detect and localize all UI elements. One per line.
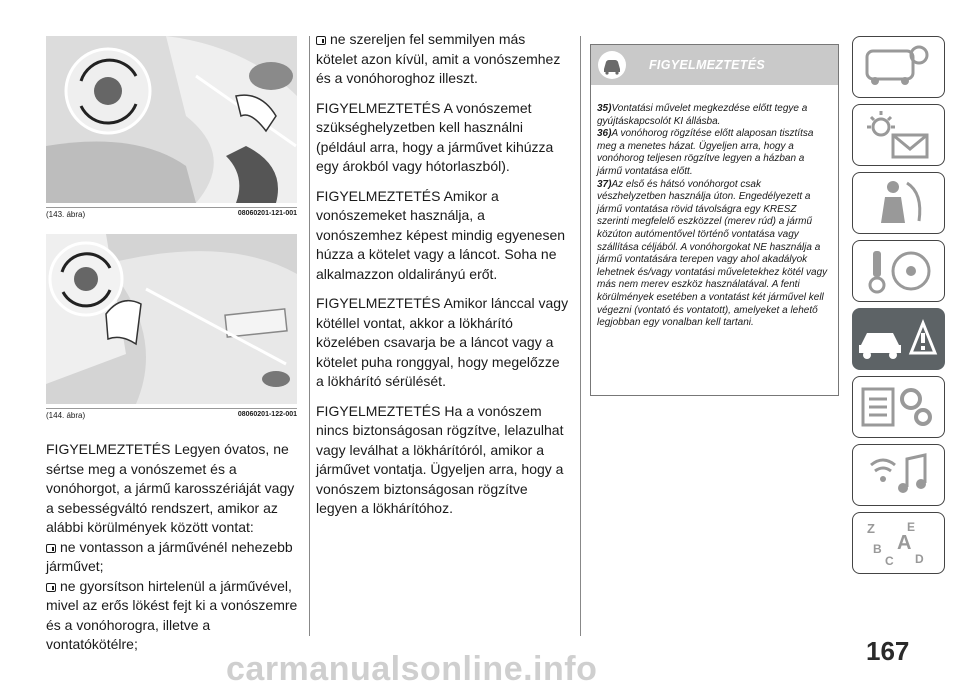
list-item-text: ne gyorsítson hirtelenül a járművével, mivel az erős lökést fejt ki a vonószemre és a vonóhorogra, illetve a vontatókötélre; <box>46 577 298 652</box>
warning-paragraph: FIGYELMEZTETÉS Amikor lánccal vagy kötéllel vontat, akkor a lökhárító közelében csavarja be a láncot vagy a kötelet puha ronggyal, hogy megelőzze a lökhárító sérülését. <box>316 295 569 389</box>
breakdown-car-icon <box>853 309 943 367</box>
figure-144-image <box>46 234 297 404</box>
figure-number: (144. ábra) <box>46 411 86 420</box>
bullet-icon <box>316 36 326 45</box>
tab-starting-driving[interactable] <box>852 240 945 302</box>
list-item-text: ne szereljen fel semmilyen más kötelet azon kívül, amit a vonószemhez és a vonóhoroghoz illeszt. <box>316 31 561 86</box>
warning-item-number: 35) <box>597 103 612 114</box>
tab-multimedia[interactable] <box>852 444 945 506</box>
tab-index[interactable] <box>852 512 945 574</box>
list-item <box>316 30 570 89</box>
safety-airbag-icon <box>853 173 943 231</box>
list-item <box>46 538 300 577</box>
car-warning-icon <box>597 50 627 80</box>
car-dashboard-icon <box>853 37 943 95</box>
warning-paragraph: FIGYELMEZTETÉS Legyen óvatos, ne sértse meg a vonószemet és a vonóhorgot, a jármű karosszériáját vagy a sebességváltó rendszert, amikor az alábbi körülmények között vontat: <box>46 441 295 535</box>
svg-text:E: E <box>907 520 916 534</box>
figure-code: 08060201-122-001 <box>237 411 297 418</box>
warning-paragraph: FIGYELMEZTETÉS A vonószemet szükséghelyzetben kell használni (például arra, hogy a járművet kihúzza egy árokból vagy hótorlaszból). <box>316 99 554 174</box>
bullet-icon <box>46 583 56 592</box>
warning-item-text: A vonóhorog rögzítése előtt alaposan tisztítsa meg a menetes házat. Ügyeljen arra, hogy a vonóhorog teljesen rögzítve legyen a házban a jármű vontatása előtt. <box>597 128 814 177</box>
page-number: 167 <box>866 636 910 666</box>
tab-maintenance[interactable] <box>852 376 945 438</box>
bullet-icon <box>46 544 56 553</box>
figure-code: 08060201-121-001 <box>237 210 297 217</box>
rear-bumper-tow-hook-illustration <box>46 234 297 404</box>
warning-lights-icon <box>853 105 943 163</box>
index-letters-icon <box>853 513 943 571</box>
warning-item-text: Vontatási művelet megkezdése előtt tegye a gyújtáskapcsolót KI állásba. <box>597 103 808 127</box>
column-2-text <box>316 30 570 529</box>
warning-item <box>597 179 828 330</box>
figure-number: (143. ábra) <box>46 210 86 219</box>
warning-box <box>590 44 839 396</box>
warning-item-number: 37) <box>597 178 612 190</box>
warning-title: FIGYELMEZTETÉS <box>649 58 766 72</box>
column-1-text <box>46 440 300 655</box>
figure-143-image <box>46 36 297 203</box>
column-divider <box>580 36 581 636</box>
svg-text:A: A <box>897 532 912 554</box>
watermark: carmanualsonline.info <box>226 650 598 688</box>
tab-warning-lights[interactable] <box>852 104 945 166</box>
svg-text:B: B <box>873 542 882 556</box>
warning-header <box>591 45 838 85</box>
list-item-text: ne vontasson a járművénél nehezebb járművet; <box>46 538 293 574</box>
tab-emergency[interactable] <box>852 308 945 370</box>
warning-paragraph: FIGYELMEZTETÉS Ha a vonószem nincs biztonságosan rögzítve, lelazulhat vagy leválhat a lökhárítóról, amikor a járművet vontatja. Ügyeljen arra, hogy a vonószem biztonságosan rögzítve legyen a lökhárítóhoz. <box>316 402 564 516</box>
multimedia-icon <box>853 445 943 503</box>
warning-item-text: Az első és hátsó vonóhorgot csak vészhelyzetben használja úton. Engedélyezett a jármű vontatása rövid távolságra egy KRESZ szerinti megfelelő eszközzel (merev rúd) a jármű közúton autómentővel történő vontatása vagy szállítása céljából. A vonóhorgokat NE használja a jármű vontatására terepen vagy ahol akadályok lehetnek és/vagy vontatási műveletekhez kötél vagy más nem merev eszköz használatával. A fenti körülmények esetében a vontatást két járművel kell végezni (vontató és vontatott), amelyeket a lehető legjobban egy vonalban kell tartani. <box>597 178 828 329</box>
warning-item <box>597 103 828 128</box>
warning-body <box>591 85 838 330</box>
figure-143-caption <box>46 207 297 219</box>
list-item <box>46 577 300 655</box>
svg-text:D: D <box>915 552 924 566</box>
column-divider <box>309 36 310 636</box>
svg-text:Z: Z <box>867 521 875 536</box>
front-bumper-tow-hook-illustration <box>46 36 297 203</box>
tab-car-dashboard[interactable] <box>852 36 945 98</box>
key-steering-icon <box>853 241 943 299</box>
warning-item <box>597 128 828 178</box>
warning-item-number: 36) <box>597 128 612 140</box>
maintenance-gears-icon <box>853 377 943 435</box>
tab-safety[interactable] <box>852 172 945 234</box>
svg-text:C: C <box>885 554 894 568</box>
figure-144-caption <box>46 408 297 420</box>
warning-paragraph: FIGYELMEZTETÉS Amikor a vonószemeket használja, a vonószemhez képest mindig egyenesen húzza a kötelet vagy a láncot. Soha ne alkalmazzon oldalirányú erőt. <box>316 187 566 282</box>
